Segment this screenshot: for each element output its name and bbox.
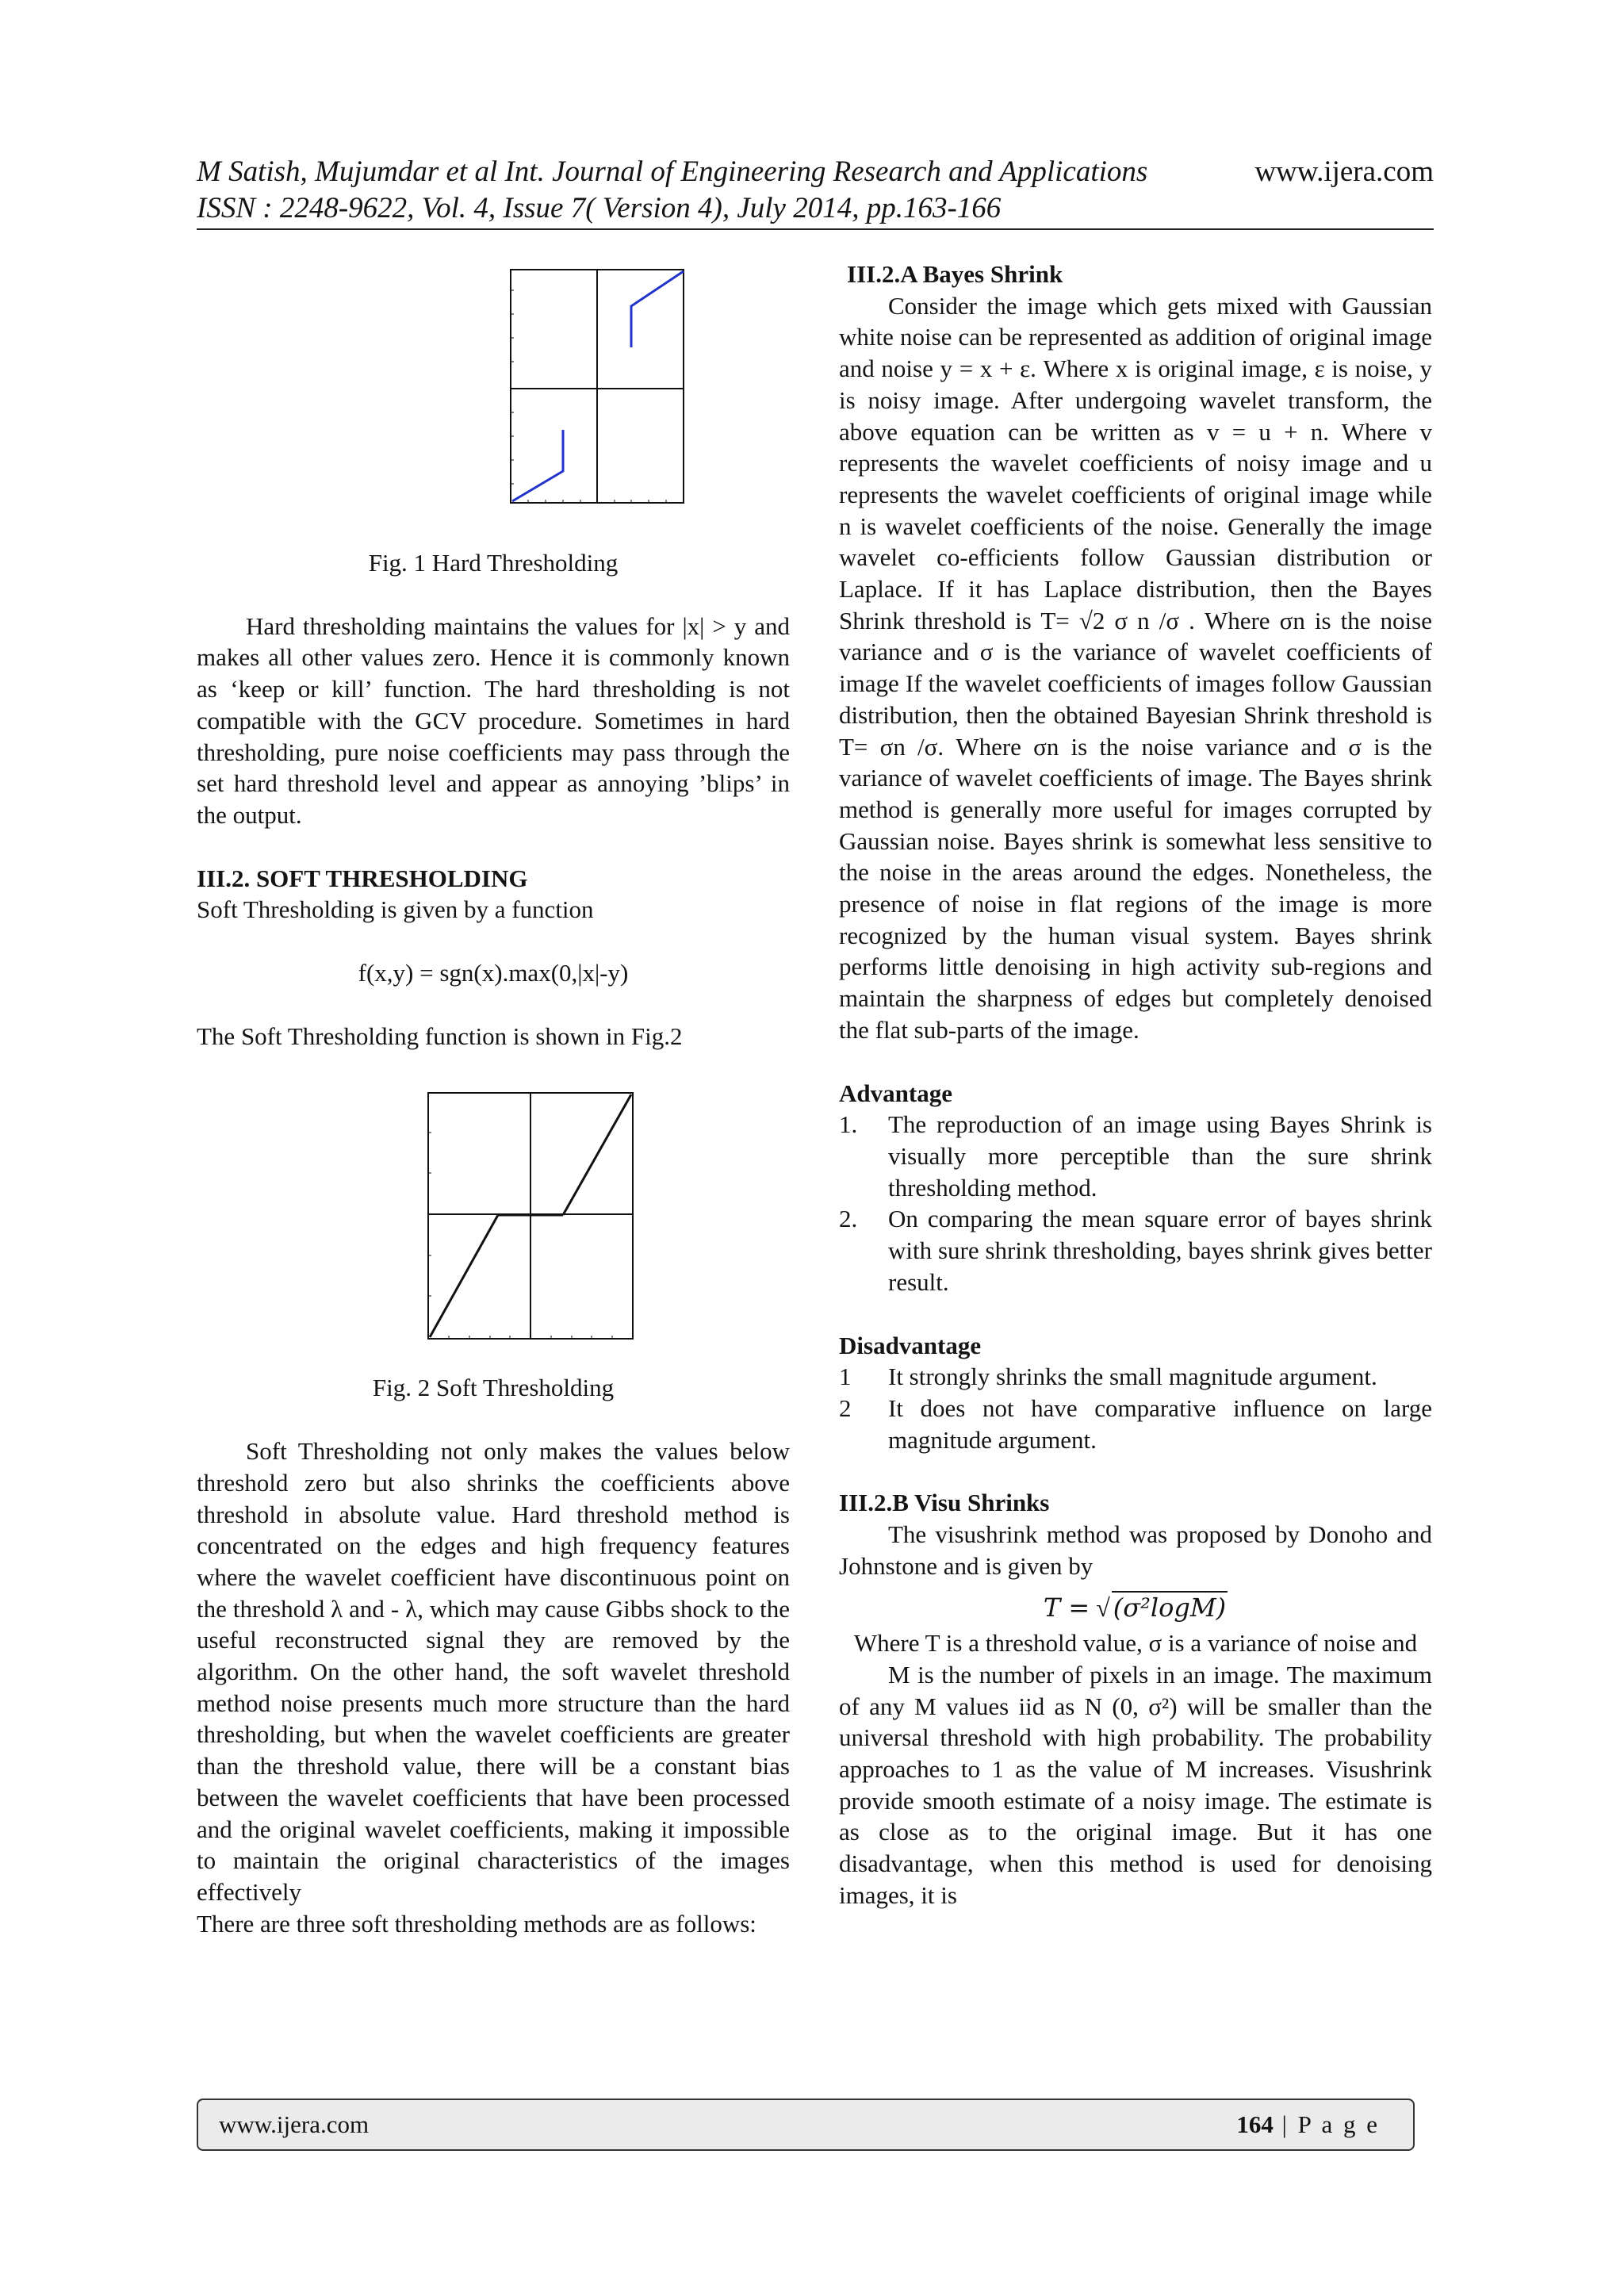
soft-threshold-plot	[308, 1083, 641, 1353]
list-item: 1. The reproduction of an image using Bayes Shrink is visually more perceptible than the sure shrink thresholding method.	[839, 1110, 1432, 1202]
journal-header-line2: ISSN : 2248-9622, Vol. 4, Issue 7( Version 4), July 2014, pp.163-166	[197, 192, 1002, 224]
list-item: 2 It does not have comparative influence on large magnitude argument.	[839, 1393, 1432, 1454]
figure-hard-thresholding	[347, 259, 693, 525]
soft-curve-positive	[563, 1094, 631, 1215]
disadvantage-heading: Disadvantage	[839, 1331, 982, 1359]
list-item: 2. On comparing the mean square error of bayes shrink with sure shrink thresholding, bayes shrink gives better result.	[839, 1205, 1432, 1296]
soft-curve-negative	[430, 1215, 498, 1337]
visu-shrink-paragraph: The visushrink method was proposed by Donoho and Johnstone and is given by	[839, 1520, 1432, 1580]
soft-thresholding-heading: III.2. SOFT THRESHOLDING	[197, 864, 528, 892]
soft-plot-ticks	[428, 1133, 612, 1339]
bayes-shrink-paragraph: Consider the image which gets mixed with Gaussian white noise can be represented as addition of original image and noise y = x + ε. Where x is original image, ε is noise, y is noisy image. After undergoing wavelet transform, the above equation can be written as v = u + n. Where v represents the wavelet coefficients of noisy image and u represents the wavelet coefficients of original image while n is wavelet coefficients of the noise. Generally the image wavelet co-efficients follow Gaussian distribution or Laplace. If it has Laplace distribution, then the Bayes Shrink threshold is T= √2 σ n /σ . Where σn is the noise variance and σ is the variance of wavelet coefficients of image If the wavelet coefficients of images follow Gaussian distribution, then the obtained Bayesian Shrink threshold is T= σn /σ. Where σn is the noise variance and σ is the variance of wavelet coefficients of image. The Bayes shrink method is generally more useful for images corrupted by Gaussian noise. Bayes shrink is somewhat less sensitive to the noise in the areas around the edges. Nonetheless, the presence of noise in flat regions of the image is more recognized by the human visual system. Bayes shrink performs little denoising in high activity sub-regions and maintain the sharpness of edges but completely denoised the flat sub-parts of the image.	[839, 291, 1432, 1044]
disadvantage-list	[839, 1361, 1432, 1455]
journal-citation: M Satish, Mujumdar et al Int. Journal of Engineering Research and Applications	[197, 155, 1148, 188]
page-number: 164 | P a g e	[1236, 2110, 1380, 2138]
journal-header-line1	[197, 154, 1434, 190]
advantage-heading: Advantage	[839, 1079, 952, 1107]
soft-methods-intro: There are three soft thresholding methods are as follows:	[197, 1909, 756, 1938]
formula-where-line: Where T is a threshold value, σ is a variance of noise and	[853, 1629, 1418, 1658]
hard-threshold-plot	[347, 259, 693, 525]
soft-thresholding-shown: The Soft Thresholding function is shown in Fig.2	[197, 1022, 683, 1050]
figure-soft-thresholding	[308, 1083, 641, 1353]
hard-plot-ticks	[511, 290, 666, 503]
advantage-list	[839, 1109, 1432, 1297]
soft-thresholding-intro: Soft Thresholding is given by a function	[197, 895, 594, 924]
list-item: 1 It strongly shrinks the small magnitude argument.	[839, 1363, 1377, 1391]
right-column	[839, 259, 1432, 1911]
journal-site[interactable]: www.ijera.com	[1254, 155, 1434, 188]
fig1-caption: Fig. 1 Hard Thresholding	[368, 549, 619, 577]
left-column	[197, 259, 790, 1939]
soft-thresholding-formula: f(x,y) = sgn(x).max(0,|x|-y)	[358, 959, 629, 987]
hard-thresholding-paragraph: Hard thresholding maintains the values for |x| > y and makes all other values zero. Hence it is commonly known as ‘keep or kill’ function. The hard thresholding is not compatible with the GCV procedure. Sometimes in hard thresholding, pure noise coefficients may pass through the set hard threshold level and appear as annoying ’blips’ in the output.	[197, 611, 790, 829]
bayes-shrink-heading: III.2.A Bayes Shrink	[847, 260, 1063, 288]
visu-shrink-paragraph-2: M is the number of pixels in an image. The maximum of any M values iid as N (0, σ²) will be smaller than the universal threshold with high probability. The probability approaches to 1 as the value of M increases. Visushrink provide smooth estimate of a noisy image. The estimate is as close as to the original image. But it has one disadvantage, when this method is used for denoising images, it is	[839, 1660, 1432, 1909]
fig2-caption: Fig. 2 Soft Thresholding	[372, 1374, 615, 1402]
footer-site[interactable]: www.ijera.com	[219, 2110, 370, 2138]
soft-thresholding-paragraph: Soft Thresholding not only makes the values below threshold zero but also shrinks the coefficients above threshold in absolute value. Hard threshold method is concentrated on the edges and high frequency features where the wavelet coefficient have discontinuous point on the threshold λ and - λ, which may cause Gibbs shock to the useful reconstructed signal they are removed by the algorithm. On the other hand, the soft wavelet threshold method noise presents much more structure than the hard thresholding, but when the wavelet coefficients are greater than the threshold value, there will be a constant bias between the wavelet coefficients that have been processed and the original wavelet coefficients, making it impossible to maintain the original characteristics of the images effectively	[197, 1437, 790, 1906]
header-rule	[197, 228, 1434, 230]
hard-curve-positive	[631, 271, 684, 347]
hard-curve-negative	[512, 430, 563, 501]
visu-shrink-heading: III.2.B Visu Shrinks	[839, 1489, 1050, 1517]
page-footer	[197, 2099, 1415, 2151]
visu-threshold-formula: T = √ (σ²logM)	[1043, 1593, 1227, 1623]
